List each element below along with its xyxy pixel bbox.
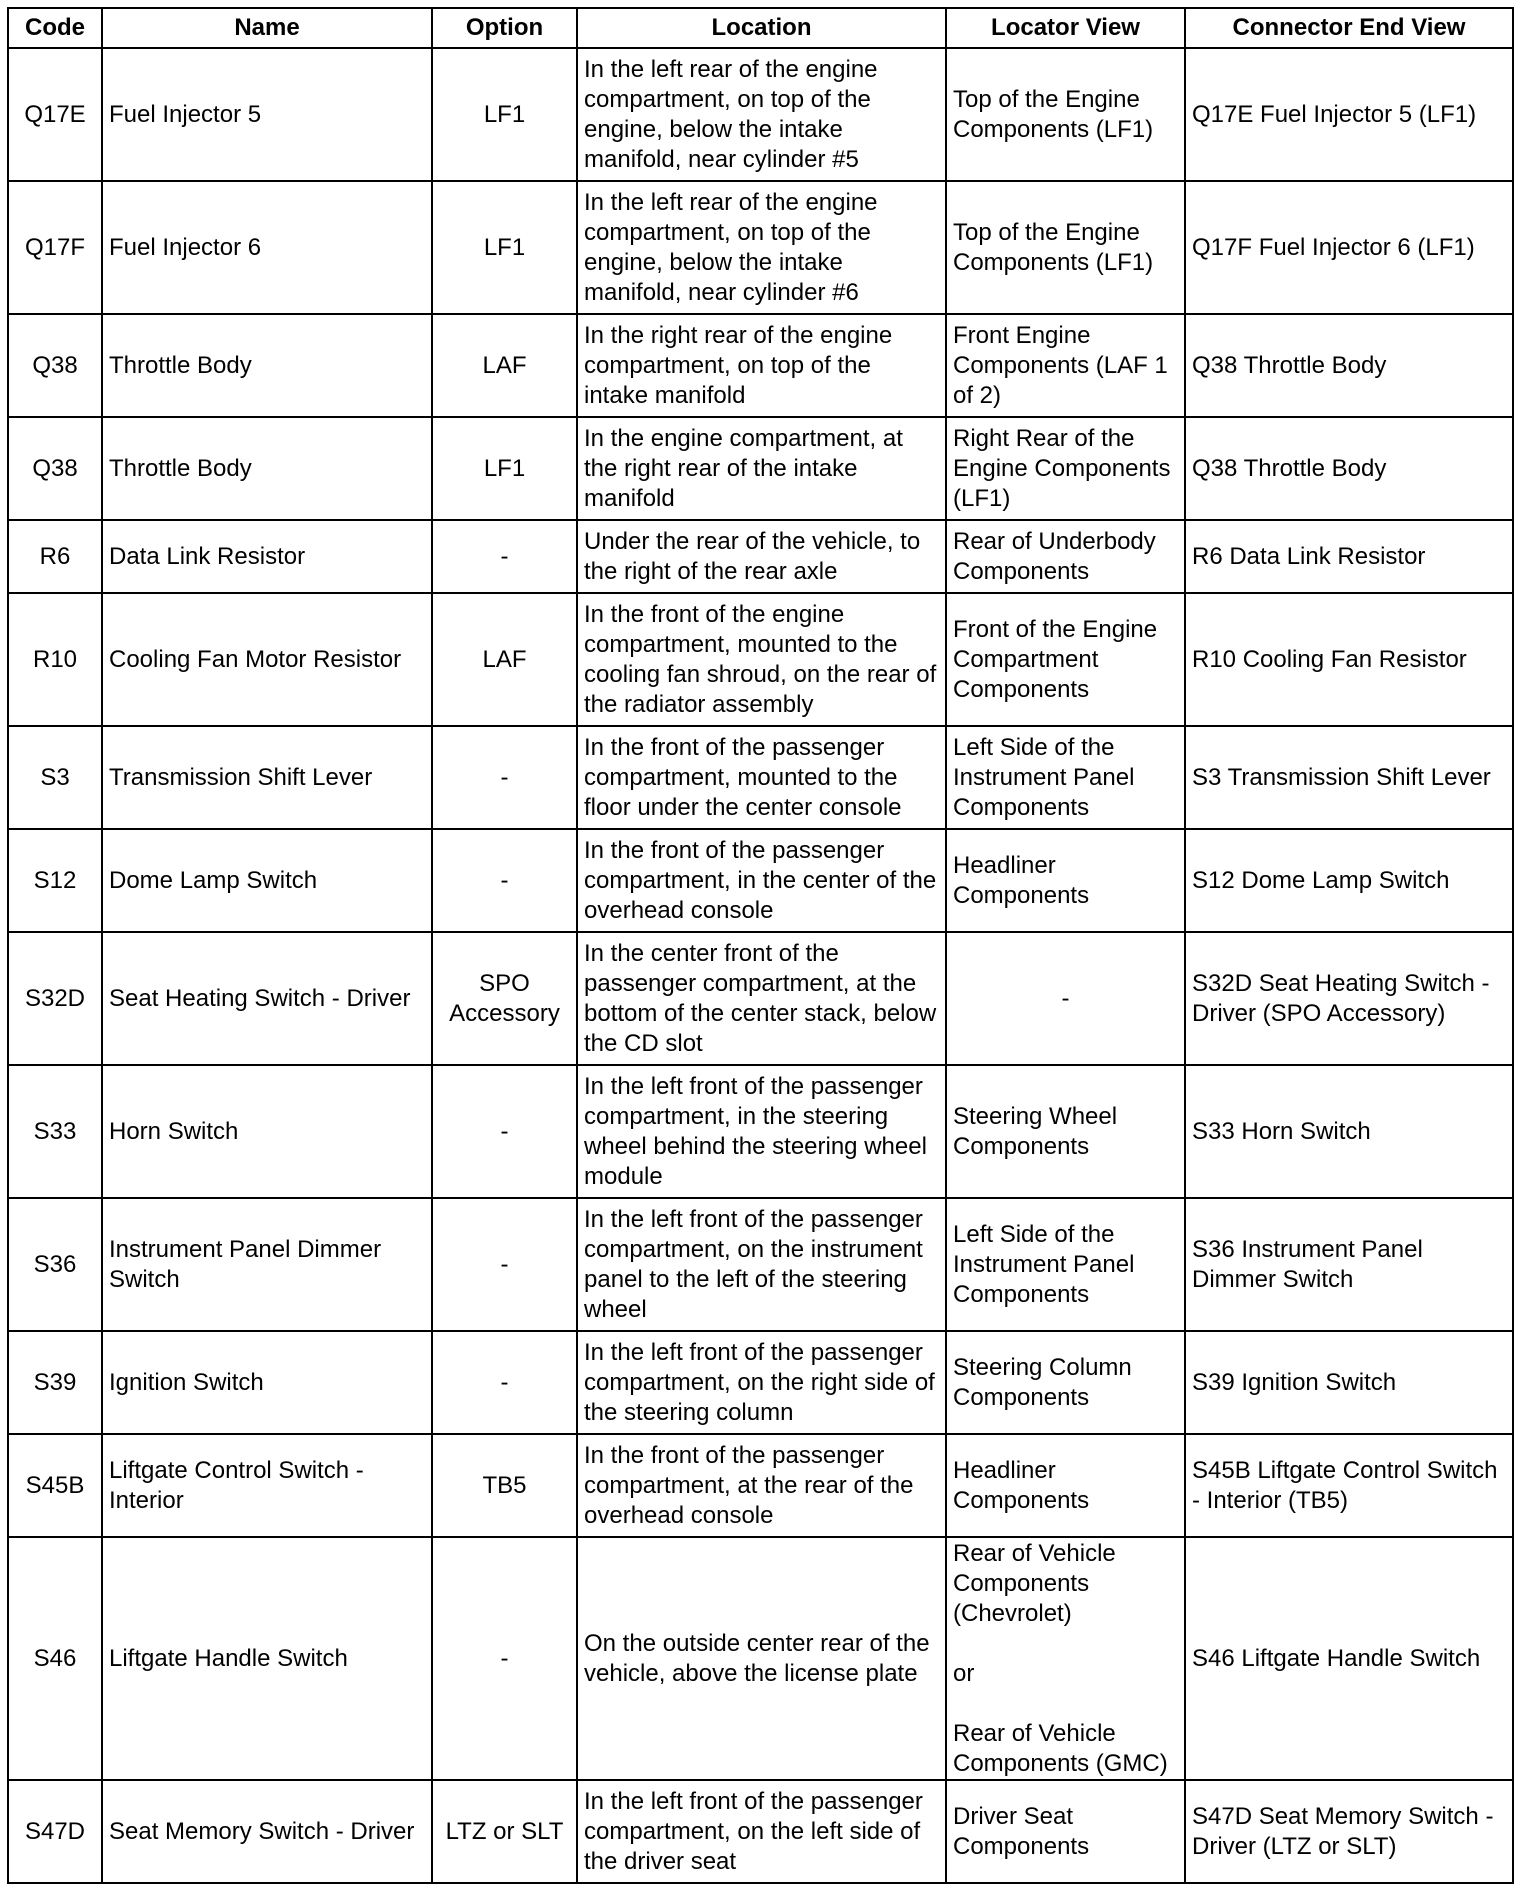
cell-locator-view: Front Engine Components (LAF 1 of 2) (946, 314, 1185, 417)
cell-option: - (432, 1065, 577, 1198)
cell-connector-end-view: Q38 Throttle Body (1185, 314, 1513, 417)
cell-name: Seat Heating Switch - Driver (102, 932, 432, 1065)
table-row (8, 593, 1513, 726)
cell-option: - (432, 1331, 577, 1434)
cell-connector-end-view: S12 Dome Lamp Switch (1185, 829, 1513, 932)
cell-code: S32D (8, 932, 102, 1065)
cell-option: - (432, 829, 577, 932)
cell-name: Dome Lamp Switch (102, 829, 432, 932)
table-row (8, 1198, 1513, 1331)
cell-code: S33 (8, 1065, 102, 1198)
cell-location: In the front of the passenger compartment, mounted to the floor under the center console (577, 726, 946, 829)
cell-connector-end-view: R10 Cooling Fan Resistor (1185, 593, 1513, 726)
cell-locator-view: Rear of Vehicle Components (Chevrolet) or Rear of Vehicle Components (GMC) (946, 1537, 1185, 1780)
table-row (8, 48, 1513, 181)
cell-locator-view: - (946, 932, 1185, 1065)
cell-location: Under the rear of the vehicle, to the right of the rear axle (577, 520, 946, 593)
header-code: Code (8, 8, 102, 48)
table-row (8, 417, 1513, 520)
table-row (8, 1780, 1513, 1883)
table-row (8, 181, 1513, 314)
cell-name: Transmission Shift Lever (102, 726, 432, 829)
cell-option: LF1 (432, 417, 577, 520)
table-row (8, 932, 1513, 1065)
cell-code: Q17E (8, 48, 102, 181)
cell-name: Ignition Switch (102, 1331, 432, 1434)
cell-location: In the left front of the passenger compartment, on the right side of the steering column (577, 1331, 946, 1434)
cell-option: - (432, 726, 577, 829)
cell-location: In the right rear of the engine compartment, on top of the intake manifold (577, 314, 946, 417)
cell-option: LAF (432, 593, 577, 726)
cell-locator-view: Driver Seat Components (946, 1780, 1185, 1883)
cell-locator-view: Steering Column Components (946, 1331, 1185, 1434)
table-row (8, 726, 1513, 829)
cell-code: S3 (8, 726, 102, 829)
cell-code: Q17F (8, 181, 102, 314)
header-name: Name (102, 8, 432, 48)
cell-code: R6 (8, 520, 102, 593)
cell-name: Throttle Body (102, 314, 432, 417)
cell-location: In the engine compartment, at the right rear of the intake manifold (577, 417, 946, 520)
cell-locator-view: Left Side of the Instrument Panel Components (946, 726, 1185, 829)
cell-connector-end-view: S39 Ignition Switch (1185, 1331, 1513, 1434)
cell-connector-end-view: Q38 Throttle Body (1185, 417, 1513, 520)
cell-connector-end-view: R6 Data Link Resistor (1185, 520, 1513, 593)
cell-location: In the left front of the passenger compartment, on the left side of the driver seat (577, 1780, 946, 1883)
cell-name: Fuel Injector 6 (102, 181, 432, 314)
cell-location: In the left rear of the engine compartment, on top of the engine, below the intake manifold, near cylinder #6 (577, 181, 946, 314)
cell-code: S36 (8, 1198, 102, 1331)
cell-locator-view: Headliner Components (946, 829, 1185, 932)
cell-code: Q38 (8, 314, 102, 417)
table-row (8, 829, 1513, 932)
cell-option: - (432, 1198, 577, 1331)
cell-name: Liftgate Handle Switch (102, 1537, 432, 1780)
cell-locator-view: Right Rear of the Engine Components (LF1) (946, 417, 1185, 520)
cell-option: LF1 (432, 181, 577, 314)
cell-connector-end-view: Q17F Fuel Injector 6 (LF1) (1185, 181, 1513, 314)
table-row (8, 520, 1513, 593)
cell-locator-view: Left Side of the Instrument Panel Components (946, 1198, 1185, 1331)
cell-connector-end-view: S46 Liftgate Handle Switch (1185, 1537, 1513, 1780)
cell-name: Liftgate Control Switch - Interior (102, 1434, 432, 1537)
cell-locator-view: Rear of Underbody Components (946, 520, 1185, 593)
cell-location: In the front of the passenger compartment, in the center of the overhead console (577, 829, 946, 932)
cell-connector-end-view: S36 Instrument Panel Dimmer Switch (1185, 1198, 1513, 1331)
cell-locator-view: Top of the Engine Components (LF1) (946, 181, 1185, 314)
cell-code: S47D (8, 1780, 102, 1883)
table-row (8, 1065, 1513, 1198)
header-connector-end-view: Connector End View (1185, 8, 1513, 48)
table-row (8, 314, 1513, 417)
cell-name: Seat Memory Switch - Driver (102, 1780, 432, 1883)
header-option: Option (432, 8, 577, 48)
cell-locator-view: Top of the Engine Components (LF1) (946, 48, 1185, 181)
cell-name: Cooling Fan Motor Resistor (102, 593, 432, 726)
cell-name: Fuel Injector 5 (102, 48, 432, 181)
cell-connector-end-view: S33 Horn Switch (1185, 1065, 1513, 1198)
cell-connector-end-view: S45B Liftgate Control Switch - Interior (TB5) (1185, 1434, 1513, 1537)
cell-code: S46 (8, 1537, 102, 1780)
table-row (8, 1331, 1513, 1434)
header-locator-view: Locator View (946, 8, 1185, 48)
cell-option: - (432, 1537, 577, 1780)
cell-connector-end-view: Q17E Fuel Injector 5 (LF1) (1185, 48, 1513, 181)
cell-locator-view: Front of the Engine Compartment Components (946, 593, 1185, 726)
cell-option: LAF (432, 314, 577, 417)
cell-connector-end-view: S3 Transmission Shift Lever (1185, 726, 1513, 829)
cell-locator-view: Headliner Components (946, 1434, 1185, 1537)
cell-code: S12 (8, 829, 102, 932)
cell-connector-end-view: S47D Seat Memory Switch - Driver (LTZ or SLT) (1185, 1780, 1513, 1883)
table-row (8, 1537, 1513, 1780)
cell-code: S45B (8, 1434, 102, 1537)
cell-name: Throttle Body (102, 417, 432, 520)
cell-name: Data Link Resistor (102, 520, 432, 593)
cell-option: - (432, 520, 577, 593)
cell-option: LTZ or SLT (432, 1780, 577, 1883)
table-header-row (8, 8, 1513, 48)
cell-location: In the front of the engine compartment, mounted to the cooling fan shroud, on the rear of the radiator assembly (577, 593, 946, 726)
cell-location: In the left rear of the engine compartment, on top of the engine, below the intake manifold, near cylinder #5 (577, 48, 946, 181)
cell-option: LF1 (432, 48, 577, 181)
cell-name: Horn Switch (102, 1065, 432, 1198)
cell-option: TB5 (432, 1434, 577, 1537)
cell-option: SPO Accessory (432, 932, 577, 1065)
cell-locator-view: Steering Wheel Components (946, 1065, 1185, 1198)
cell-location: In the front of the passenger compartment, at the rear of the overhead console (577, 1434, 946, 1537)
cell-code: R10 (8, 593, 102, 726)
cell-location: In the left front of the passenger compartment, on the instrument panel to the left of the steering wheel (577, 1198, 946, 1331)
header-location: Location (577, 8, 946, 48)
cell-code: Q38 (8, 417, 102, 520)
component-locator-table (7, 7, 1514, 1884)
cell-code: S39 (8, 1331, 102, 1434)
cell-location: On the outside center rear of the vehicle, above the license plate (577, 1537, 946, 1780)
cell-location: In the left front of the passenger compartment, in the steering wheel behind the steering wheel module (577, 1065, 946, 1198)
cell-connector-end-view: S32D Seat Heating Switch - Driver (SPO Accessory) (1185, 932, 1513, 1065)
cell-location: In the center front of the passenger compartment, at the bottom of the center stack, below the CD slot (577, 932, 946, 1065)
cell-name: Instrument Panel Dimmer Switch (102, 1198, 432, 1331)
table-row (8, 1434, 1513, 1537)
